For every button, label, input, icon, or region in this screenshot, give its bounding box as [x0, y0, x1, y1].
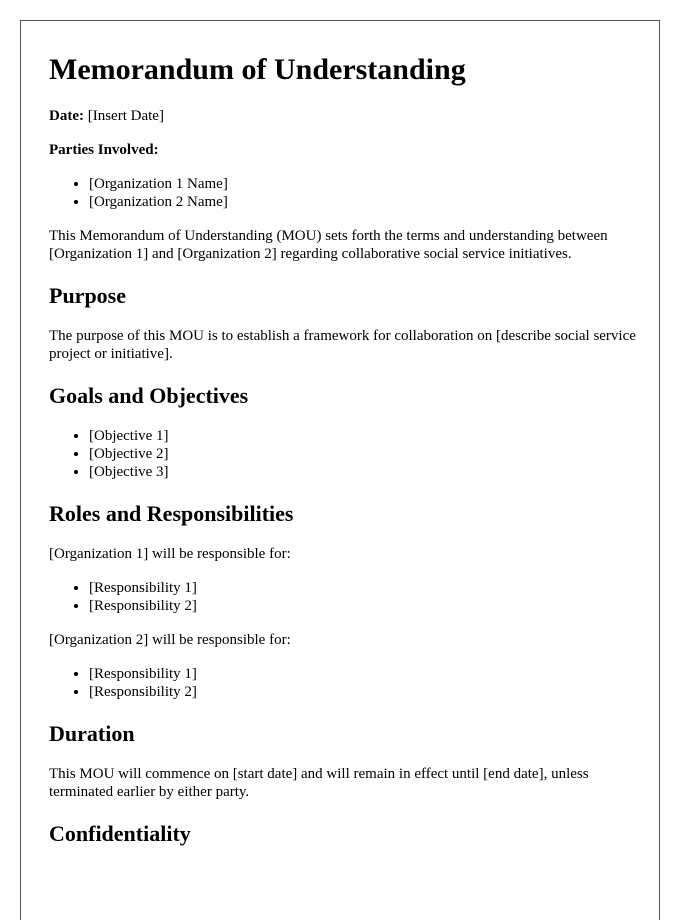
list-item: • [Objective 1]	[89, 427, 639, 445]
parties-list	[49, 175, 639, 211]
duration-heading: Duration	[49, 721, 135, 746]
org2-responsibility-intro: [Organization 2] will be responsible for:	[49, 632, 291, 648]
list-item: • [Organization 1 Name]	[89, 175, 639, 193]
date-line	[49, 107, 639, 125]
org2-responsibilities-list	[49, 665, 639, 701]
goals-heading: Goals and Objectives	[49, 383, 249, 408]
goals-list	[49, 427, 639, 481]
parties-label: Parties Involved:	[49, 142, 159, 158]
purpose-paragraph: The purpose of this MOU is to establish a framework for collaboration on [describe social service project or initiative].	[49, 328, 636, 362]
date-label: Date:	[49, 108, 84, 124]
list-item: • [Organization 2 Name]	[89, 193, 639, 211]
duration-paragraph: This MOU will commence on [start date] and will remain in effect until [end date], unless terminated earlier by either party.	[49, 766, 589, 800]
document-content	[49, 53, 639, 865]
list-item: • [Objective 2]	[89, 445, 639, 463]
document-title: Memorandum of Understanding	[49, 53, 466, 86]
date-value: [Insert Date]	[83, 108, 164, 124]
list-item: • [Objective 3]	[89, 463, 639, 481]
list-item: • [Responsibility 1]	[89, 665, 639, 683]
parties-heading	[49, 141, 639, 159]
org1-responsibility-intro: [Organization 1] will be responsible for:	[49, 546, 291, 562]
list-item: • [Responsibility 1]	[89, 579, 639, 597]
intro-paragraph: This Memorandum of Understanding (MOU) sets forth the terms and understanding between [Organization 1] and [Organization 2] regarding collaborative social service initiatives.	[49, 228, 608, 262]
list-item: • [Responsibility 2]	[89, 683, 639, 701]
document-page	[20, 20, 660, 920]
purpose-heading: Purpose	[49, 283, 126, 308]
list-item: • [Responsibility 2]	[89, 597, 639, 615]
roles-heading: Roles and Responsibilities	[49, 501, 294, 526]
confidentiality-heading: Confidentiality	[49, 821, 191, 846]
org1-responsibilities-list	[49, 579, 639, 615]
